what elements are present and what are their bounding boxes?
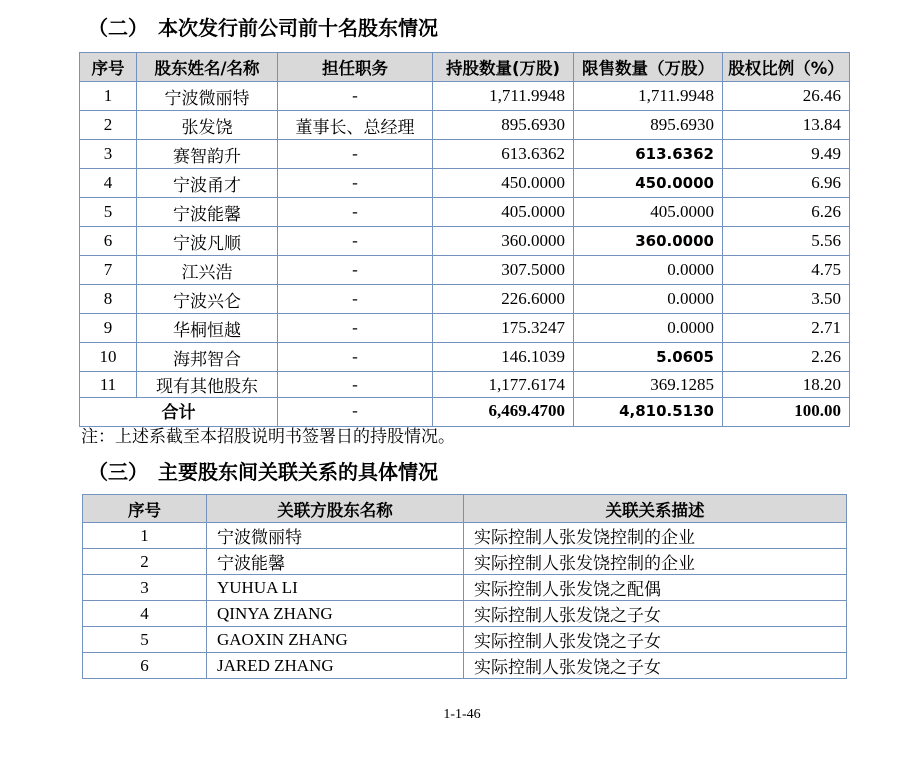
- shareholder-name: 宁波能馨: [137, 198, 278, 227]
- row-number: 1: [80, 82, 137, 111]
- total-row: [80, 398, 850, 427]
- restricted-shares: 0.0000: [574, 256, 723, 285]
- header-ratio: 股权比例（%）: [723, 53, 850, 82]
- restricted-shares: 1,711.9948: [574, 82, 723, 111]
- shareholder-name: 宁波兴仑: [137, 285, 278, 314]
- shares-held: 360.0000: [433, 227, 574, 256]
- table-row: [80, 343, 850, 372]
- shares-held: 613.6362: [433, 140, 574, 169]
- position: -: [278, 256, 433, 285]
- equity-ratio: 13.84: [723, 111, 850, 140]
- section-two-heading: [88, 14, 438, 42]
- related-shareholder-name: 宁波能馨: [207, 549, 464, 575]
- header-no: 序号: [83, 495, 207, 523]
- row-number: 9: [80, 314, 137, 343]
- position: -: [278, 314, 433, 343]
- table-note: 注：上述系截至本招股说明书签署日的持股情况。: [81, 427, 455, 447]
- restricted-shares: 0.0000: [574, 314, 723, 343]
- total-restricted: 4,810.5130: [574, 398, 723, 427]
- position: -: [278, 227, 433, 256]
- table-header-row: [83, 495, 847, 523]
- total-shares: 6,469.4700: [433, 398, 574, 427]
- table-row: [83, 523, 847, 549]
- equity-ratio: 26.46: [723, 82, 850, 111]
- shares-held: 307.5000: [433, 256, 574, 285]
- restricted-shares: 405.0000: [574, 198, 723, 227]
- restricted-shares: 0.0000: [574, 285, 723, 314]
- row-number: 3: [83, 575, 207, 601]
- restricted-shares: 450.0000: [574, 169, 723, 198]
- top-ten-shareholders-table: [79, 52, 850, 427]
- relation-description: 实际控制人张发饶控制的企业: [464, 523, 847, 549]
- relation-description: 实际控制人张发饶之子女: [464, 627, 847, 653]
- table-row: [80, 169, 850, 198]
- equity-ratio: 3.50: [723, 285, 850, 314]
- row-number: 2: [80, 111, 137, 140]
- restricted-shares: 369.1285: [574, 372, 723, 398]
- total-label: 合计: [80, 398, 278, 427]
- shares-held: 895.6930: [433, 111, 574, 140]
- shareholder-name: 宁波甬才: [137, 169, 278, 198]
- shares-held: 450.0000: [433, 169, 574, 198]
- table-row: [80, 227, 850, 256]
- shares-held: 1,711.9948: [433, 82, 574, 111]
- table-header-row: [80, 53, 850, 82]
- row-number: 6: [80, 227, 137, 256]
- shares-held: 226.6000: [433, 285, 574, 314]
- row-number: 5: [80, 198, 137, 227]
- page-number: 1-1-46: [443, 707, 481, 722]
- shares-held: 1,177.6174: [433, 372, 574, 398]
- shareholder-name: 现有其他股东: [137, 372, 278, 398]
- position: -: [278, 82, 433, 111]
- row-number: 6: [83, 653, 207, 679]
- row-number: 2: [83, 549, 207, 575]
- section-two-number: （二）: [88, 16, 148, 40]
- equity-ratio: 4.75: [723, 256, 850, 285]
- header-restricted: 限售数量（万股）: [574, 53, 723, 82]
- table-row: [80, 140, 850, 169]
- equity-ratio: 2.26: [723, 343, 850, 372]
- related-shareholder-name: GAOXIN ZHANG: [207, 627, 464, 653]
- row-number: 4: [80, 169, 137, 198]
- position: -: [278, 343, 433, 372]
- shares-held: 175.3247: [433, 314, 574, 343]
- header-name: 股东姓名/名称: [137, 53, 278, 82]
- table-row: [80, 314, 850, 343]
- header-shares: 持股数量(万股): [433, 53, 574, 82]
- header-position: 担任职务: [278, 53, 433, 82]
- section-three-heading: [88, 458, 438, 486]
- position: 董事长、总经理: [278, 111, 433, 140]
- position: -: [278, 169, 433, 198]
- restricted-shares: 613.6362: [574, 140, 723, 169]
- table-row: [80, 285, 850, 314]
- position: -: [278, 198, 433, 227]
- header-related-name: 关联方股东名称: [207, 495, 464, 523]
- equity-ratio: 6.26: [723, 198, 850, 227]
- table-row: [80, 111, 850, 140]
- table-row: [80, 82, 850, 111]
- row-number: 3: [80, 140, 137, 169]
- row-number: 5: [83, 627, 207, 653]
- table-row: [83, 653, 847, 679]
- header-no: 序号: [80, 53, 137, 82]
- related-shareholder-name: QINYA ZHANG: [207, 601, 464, 627]
- section-three-title: 主要股东间关联关系的具体情况: [158, 460, 438, 484]
- shareholder-name: 张发饶: [137, 111, 278, 140]
- position: -: [278, 285, 433, 314]
- header-relation: 关联关系描述: [464, 495, 847, 523]
- section-two-title: 本次发行前公司前十名股东情况: [158, 16, 438, 40]
- shares-held: 405.0000: [433, 198, 574, 227]
- row-number: 10: [80, 343, 137, 372]
- restricted-shares: 895.6930: [574, 111, 723, 140]
- related-shareholder-name: YUHUA LI: [207, 575, 464, 601]
- total-position: -: [278, 398, 433, 427]
- table-row: [80, 372, 850, 398]
- equity-ratio: 9.49: [723, 140, 850, 169]
- table-row: [80, 256, 850, 285]
- relation-description: 实际控制人张发饶之子女: [464, 653, 847, 679]
- shareholder-name: 赛智韵升: [137, 140, 278, 169]
- row-number: 8: [80, 285, 137, 314]
- table-row: [83, 575, 847, 601]
- table-row: [80, 198, 850, 227]
- relation-description: 实际控制人张发饶控制的企业: [464, 549, 847, 575]
- equity-ratio: 18.20: [723, 372, 850, 398]
- relation-description: 实际控制人张发饶之子女: [464, 601, 847, 627]
- position: -: [278, 140, 433, 169]
- row-number: 7: [80, 256, 137, 285]
- shares-held: 146.1039: [433, 343, 574, 372]
- shareholder-name: 江兴浩: [137, 256, 278, 285]
- related-shareholder-name: JARED ZHANG: [207, 653, 464, 679]
- position: -: [278, 372, 433, 398]
- shareholder-name: 宁波微丽特: [137, 82, 278, 111]
- row-number: 11: [80, 372, 137, 398]
- shareholder-name: 宁波凡顺: [137, 227, 278, 256]
- relation-description: 实际控制人张发饶之配偶: [464, 575, 847, 601]
- restricted-shares: 5.0605: [574, 343, 723, 372]
- section-three-number: （三）: [88, 460, 148, 484]
- equity-ratio: 2.71: [723, 314, 850, 343]
- table-row: [83, 627, 847, 653]
- related-party-table: [82, 494, 847, 679]
- table-row: [83, 601, 847, 627]
- row-number: 4: [83, 601, 207, 627]
- shareholder-name: 华桐恒越: [137, 314, 278, 343]
- equity-ratio: 5.56: [723, 227, 850, 256]
- table-row: [83, 549, 847, 575]
- equity-ratio: 6.96: [723, 169, 850, 198]
- total-ratio: 100.00: [723, 398, 850, 427]
- shareholder-name: 海邦智合: [137, 343, 278, 372]
- restricted-shares: 360.0000: [574, 227, 723, 256]
- row-number: 1: [83, 523, 207, 549]
- related-shareholder-name: 宁波微丽特: [207, 523, 464, 549]
